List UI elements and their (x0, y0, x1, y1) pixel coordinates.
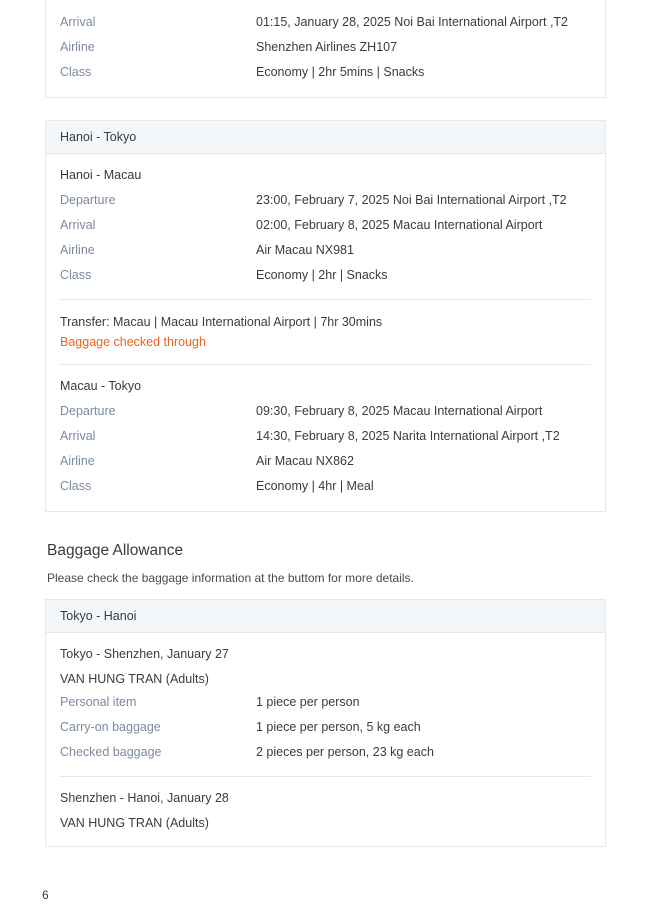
detail-label: Airline (60, 454, 95, 468)
detail-value: Air Macau NX862 (256, 454, 354, 468)
detail-label: Arrival (60, 15, 96, 29)
detail-value: 02:00, February 8, 2025 Macau International Airport (256, 218, 543, 232)
baggage-value: 1 piece per person, 5 kg each (256, 720, 421, 734)
detail-label: Departure (60, 193, 116, 207)
detail-label: Class (60, 268, 92, 282)
transfer-text: Transfer: Macau | Macau International Airport | 7hr 30mins (60, 315, 383, 329)
baggage-row (46, 690, 605, 715)
detail-label: Airline (60, 243, 95, 257)
baggage-card-tokyo-hanoi (45, 599, 606, 847)
detail-value: Air Macau NX981 (256, 243, 354, 257)
detail-row (46, 60, 605, 85)
detail-label: Arrival (60, 429, 96, 443)
itinerary-card-header: Hanoi - Tokyo (46, 121, 605, 154)
baggage-passenger-name: VAN HUNG TRAN (Adults) (60, 672, 209, 686)
detail-row (46, 474, 605, 499)
detail-label: Arrival (60, 218, 96, 232)
detail-value: 23:00, February 7, 2025 Noi Bai International Airport ,T2 (256, 193, 567, 207)
detail-value: 01:15, January 28, 2025 Noi Bai International Airport ,T2 (256, 15, 568, 29)
baggage-passenger-name: VAN HUNG TRAN (Adults) (60, 816, 209, 830)
detail-row (46, 399, 605, 424)
itinerary-card-hanoi-tokyo (45, 120, 606, 512)
detail-value: Economy | 2hr 5mins | Snacks (256, 65, 425, 79)
baggage-value: 2 pieces per person, 23 kg each (256, 745, 434, 759)
baggage-label: Carry-on baggage (60, 720, 161, 734)
baggage-label: Personal item (60, 695, 137, 709)
detail-value: 14:30, February 8, 2025 Narita International Airport ,T2 (256, 429, 560, 443)
detail-value: Economy | 2hr | Snacks (256, 268, 388, 282)
detail-label: Departure (60, 404, 116, 418)
baggage-segment-title: Shenzhen - Hanoi, January 28 (60, 791, 229, 805)
page-number: 6 (42, 888, 49, 902)
baggage-allowance-subtitle: Please check the baggage information at the buttom for more details. (47, 571, 414, 585)
baggage-card-header: Tokyo - Hanoi (46, 600, 605, 633)
leg-title: Hanoi - Macau (60, 168, 142, 182)
baggage-row (46, 715, 605, 740)
detail-label: Class (60, 65, 92, 79)
detail-value: Economy | 4hr | Meal (256, 479, 374, 493)
detail-row (46, 263, 605, 288)
detail-label: Airline (60, 40, 95, 54)
detail-value: 09:30, February 8, 2025 Macau International Airport (256, 404, 543, 418)
baggage-allowance-title: Baggage Allowance (47, 542, 184, 559)
baggage-segment-title: Tokyo - Shenzhen, January 27 (60, 647, 229, 661)
detail-row (46, 449, 605, 474)
detail-row (46, 10, 605, 35)
baggage-label: Checked baggage (60, 745, 162, 759)
leg-title: Macau - Tokyo (60, 379, 142, 393)
baggage-checked-through-note: Baggage checked through (60, 335, 206, 349)
detail-row (46, 35, 605, 60)
flight-details-card-fragment (45, 0, 606, 98)
detail-row (46, 213, 605, 238)
detail-row (46, 188, 605, 213)
detail-label: Class (60, 479, 92, 493)
detail-row (46, 424, 605, 449)
baggage-value: 1 piece per person (256, 695, 360, 709)
baggage-row (46, 740, 605, 765)
detail-row (46, 238, 605, 263)
detail-value: Shenzhen Airlines ZH107 (256, 40, 398, 54)
transfer-block (46, 300, 605, 353)
